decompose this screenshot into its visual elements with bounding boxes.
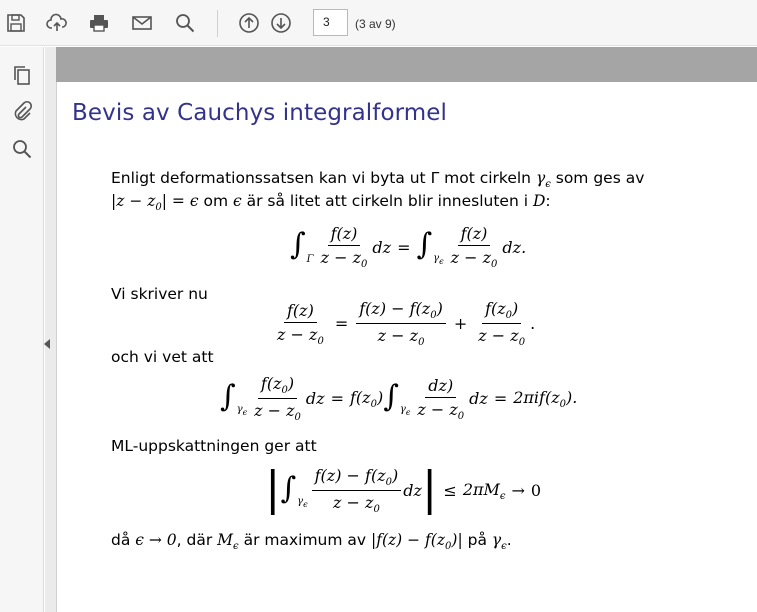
math: ϵ [232,192,242,210]
print-icon[interactable] [86,10,112,36]
collapse-sidebar-icon[interactable] [44,339,50,349]
text: som ges av [550,169,645,187]
sidebar-search-icon[interactable] [9,136,35,162]
math: | = ϵ [161,192,199,210]
search-icon[interactable] [172,10,198,36]
vi-skriver-text: Vi skriver nu [111,285,208,303]
math: γ [491,531,502,549]
page-number-input[interactable]: 3 [313,9,348,36]
math: )| [451,531,463,549]
math: D [532,192,546,210]
attachment-icon[interactable] [9,98,35,124]
page-gap [56,47,757,82]
text: : [545,192,551,210]
text: på [462,531,492,549]
text: . [506,531,512,549]
text: , där [176,531,218,549]
math: |z − z [111,192,156,210]
text: Enligt deformationssatsen kan vi byta ut Γ mot cirkeln [111,169,536,187]
text: då [111,531,136,549]
text: är så litet att cirkeln blir innesluten i [241,192,533,210]
upload-icon[interactable] [44,10,70,36]
math-sub: 0 [445,541,452,553]
math: M [217,531,234,549]
math: γ [535,169,546,187]
sidebar-gutter [45,47,56,612]
math-sub: ϵ [233,541,239,553]
equation-1: ∫ Γ $\frac{f(z)}{z - z_0}$ dz = ∫ $\gamma_\epsilon$ $\frac{f(z)}{z - z_0}$ dz. [290,224,527,271]
sidebar [0,47,44,612]
equation-4: | ∫ $\gamma_\epsilon$ $\frac{f(z) - f(z_0)}{z - z_0}$ dz | ≤ $2\pi M_\epsilon$ → 0 [265,460,542,516]
save-icon[interactable] [3,10,29,36]
math: ϵ → 0 [135,531,177,549]
slide-title: Bevis av Cauchys integralformel [72,100,448,126]
page-count: (3 av 9) [355,17,396,31]
previous-page-icon[interactable] [236,10,262,36]
text: om [198,192,233,210]
math: |f(z) − f(z [371,531,446,549]
math-sub: ϵ [545,179,551,191]
equation-3: ∫ $\gamma_\epsilon$ $\frac{f(z_0)}{z - z_0}$ dz = $f(z_0)$ ∫ $\gamma_\epsilon$ $\frac{dz)}{z - z_0}$ dz = $2\pi if(z_0)$. [220,374,578,424]
toolbar-separator [217,10,218,37]
text: är maximum av [238,531,371,549]
paragraph-line-1 [111,169,644,190]
toolbar [0,0,757,46]
ml-text: ML-uppskattningen ger att [111,437,317,455]
math-sub: 0 [155,202,162,214]
email-icon[interactable] [129,10,155,36]
paragraph-last [111,531,512,552]
next-page-icon[interactable] [268,10,294,36]
och-vi-vet-text: och vi vet att [111,348,214,366]
equation-2: $\frac{f(z)}{z - z_0}$ = $\frac{f(z) - f(z_0)}{z - z_0}$ + $\frac{f(z_0)}{z - z_0}$ . [277,299,536,349]
copy-pages-icon[interactable] [9,62,35,88]
math-sub: ϵ [501,541,507,553]
paragraph-line-2 [111,192,551,213]
